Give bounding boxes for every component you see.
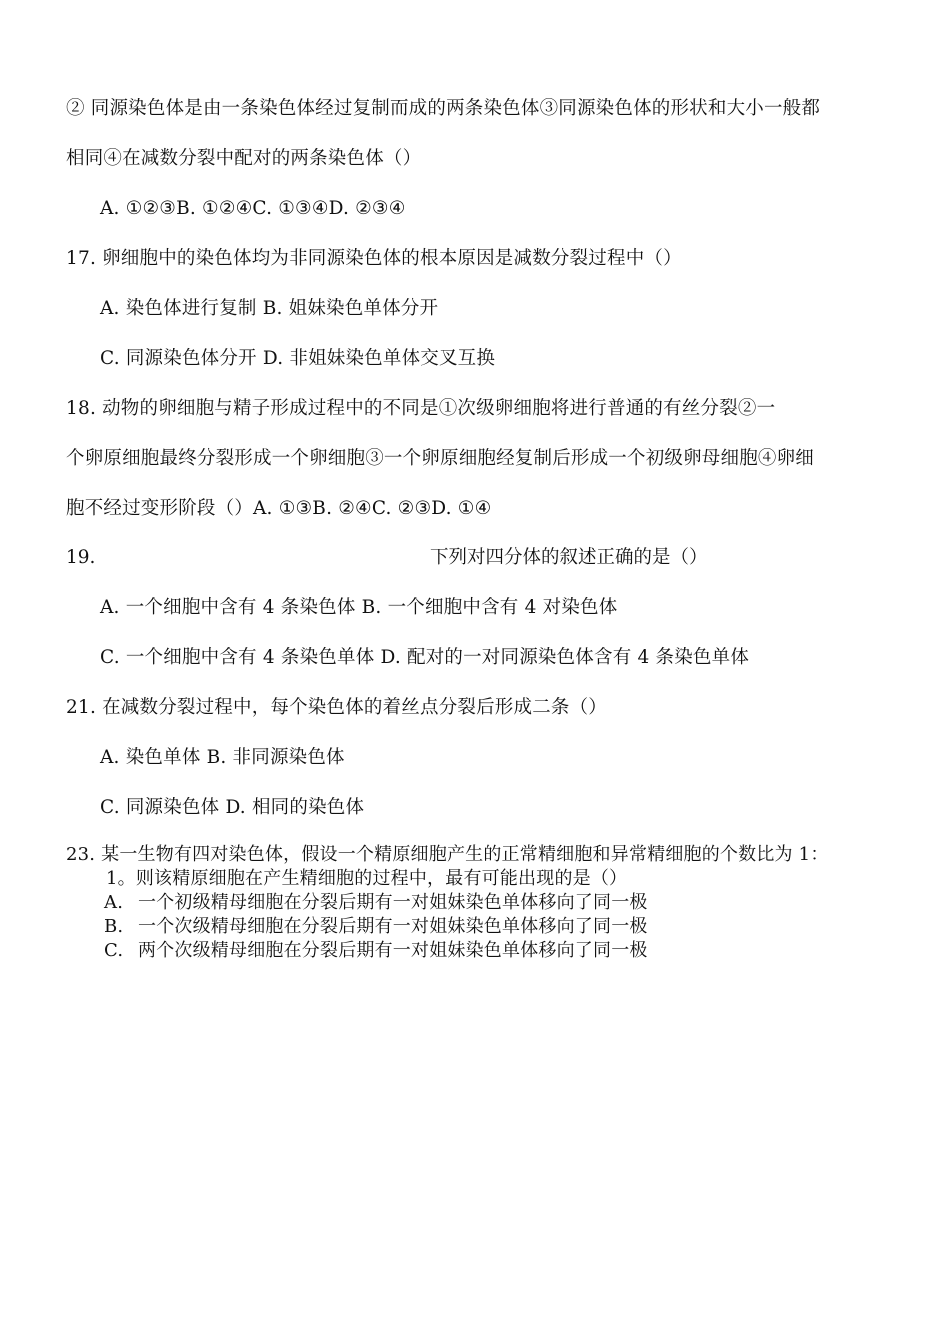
q21-options-ab: A. 染色单体 B. 非同源染色体 [100, 747, 345, 768]
q23-option-c [104, 939, 648, 963]
q19-number: 19. [66, 547, 96, 568]
q16-statement-line-2: 相同④在减数分裂中配对的两条染色体（） [66, 148, 422, 169]
q23-stem-line-1: 23. 某一生物有四对染色体，假设一个精原细胞产生的正常精细胞和异常精细胞的个数比为 1： [66, 844, 829, 865]
q17-options-cd: C. 同源染色体分开 D. 非姐妹染色单体交叉互换 [100, 348, 496, 369]
option-letter: A. [104, 892, 124, 913]
q17-options-ab: A. 染色体进行复制 B. 姐妹染色单体分开 [100, 298, 439, 319]
q23-stem-line-2: 1。则该精原细胞在产生精细胞的过程中，最有可能出现的是（） [106, 868, 628, 889]
q23-option-b [104, 915, 648, 939]
q18-stem-line-3: 胞不经过变形阶段（）A. ①③B. ②④C. ②③D. ①④ [66, 498, 492, 519]
option-text: 一个初级精母细胞在分裂后期有一对姐妹染色单体移向了同一极 [138, 892, 648, 913]
q19-stem-row [66, 545, 886, 571]
q21-stem: 21. 在减数分裂过程中，每个染色体的着丝点分裂后形成二条（） [66, 697, 608, 718]
q19-stem: 下列对四分体的叙述正确的是（） [430, 547, 708, 568]
q17-stem: 17. 卵细胞中的染色体均为非同源染色体的根本原因是减数分裂过程中（） [66, 248, 682, 269]
q18-stem-line-2: 个卵原细胞最终分裂形成一个卵细胞③一个卵原细胞经复制后形成一个初级卵母细胞④卵细 [66, 448, 815, 469]
q23-option-a [104, 891, 648, 915]
q18-stem-line-1: 18. 动物的卵细胞与精子形成过程中的不同是①次级卵细胞将进行普通的有丝分裂②一 [66, 398, 776, 419]
q16-statement-line-1: ② 同源染色体是由一条染色体经过复制而成的两条染色体③同源染色体的形状和大小一般都 [66, 98, 821, 119]
q21-options-cd: C. 同源染色体 D. 相同的染色体 [100, 797, 365, 818]
option-letter: C. [104, 940, 124, 961]
q19-options-cd: C. 一个细胞中含有 4 条染色单体 D. 配对的一对同源染色体含有 4 条染色单体 [100, 647, 750, 668]
option-text: 一个次级精母细胞在分裂后期有一对姐妹染色单体移向了同一极 [138, 916, 648, 937]
option-letter: B. [104, 916, 124, 937]
q16-options: A. ①②③B. ①②④C. ①③④D. ②③④ [100, 198, 406, 219]
option-text: 两个次级精母细胞在分裂后期有一对姐妹染色单体移向了同一极 [138, 940, 648, 961]
q19-options-ab: A. 一个细胞中含有 4 条染色体 B. 一个细胞中含有 4 对染色体 [100, 597, 618, 618]
